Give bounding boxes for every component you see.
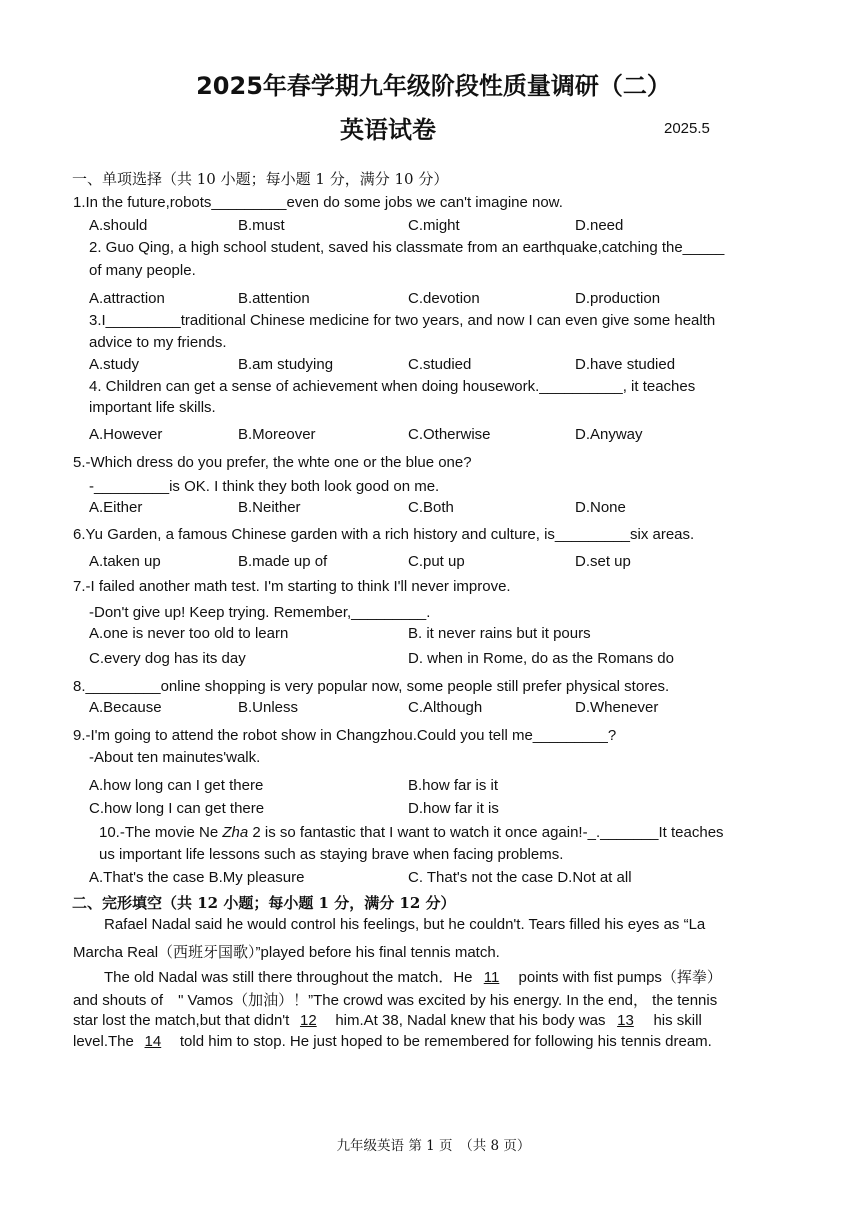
option-b: B.made up of bbox=[238, 553, 328, 570]
option-c: C.Otherwise bbox=[408, 426, 491, 443]
option-d: D.Anyway bbox=[575, 426, 643, 443]
question-text: 10.-The movie Ne bbox=[99, 824, 223, 841]
paragraph-line: and shouts of " Vamos（加油）！”The crowd was excited by his energy. In the end， the tennis bbox=[73, 992, 718, 1009]
question-line: important life skills. bbox=[89, 399, 216, 416]
question-line: -_________is OK. I think they both look good on me. bbox=[89, 478, 440, 495]
option-c: C.devotion bbox=[408, 290, 480, 307]
paragraph-line bbox=[73, 1033, 712, 1050]
paragraph-text: him.At 38, Nadal knew that his body was bbox=[335, 1012, 606, 1029]
paragraph-text: told him to stop. He just hoped to be remembered for following his tennis dream. bbox=[179, 1033, 712, 1050]
option-a: A.Either bbox=[89, 499, 143, 516]
paragraph-text: star lost the match,but that didn't bbox=[73, 1012, 290, 1029]
option-b: B. it never rains but it pours bbox=[408, 625, 591, 642]
question-line: 5.-Which dress do you prefer, the whte one or the blue one? bbox=[73, 454, 472, 471]
option-b: B.am studying bbox=[238, 356, 334, 373]
section1-heading: 一、单项选择（共 10 小题；每小题 1 分，满分 10 分） bbox=[72, 170, 449, 188]
option-c: C.Although bbox=[408, 699, 483, 716]
question-line: 2. Guo Qing, a high school student, saved his classmate from an earthquake,catching the_____ bbox=[89, 239, 725, 256]
option-d: D.None bbox=[575, 499, 626, 516]
option-c: C.studied bbox=[408, 356, 472, 373]
option-a: A.study bbox=[89, 356, 140, 373]
option-b: B.Moreover bbox=[238, 426, 316, 443]
option-d: D. when in Rome, do as the Romans do bbox=[408, 650, 674, 667]
paragraph-text: points with fist pumps（挥拳） bbox=[518, 969, 722, 986]
option-b: B.Unless bbox=[238, 699, 299, 716]
paragraph-line: Marcha Real（西班牙国歌）”played before his final tennis match. bbox=[73, 944, 500, 961]
page-footer: 九年级英语 第 1 页 （共 8 页） bbox=[336, 1138, 531, 1154]
option-b: B.must bbox=[238, 217, 285, 234]
movie-title-italic: Zha bbox=[222, 824, 249, 841]
paragraph-line bbox=[104, 966, 722, 987]
option-ab: A.That's the case B.My pleasure bbox=[89, 869, 305, 886]
option-cd: C. That's not the case D.Not at all bbox=[408, 869, 632, 886]
option-a: A.should bbox=[89, 217, 148, 234]
option-b: B.Neither bbox=[238, 499, 301, 516]
question-line: of many people. bbox=[89, 262, 196, 279]
paragraph-text: level.The bbox=[73, 1033, 134, 1050]
option-d: D.production bbox=[575, 290, 661, 307]
option-c: C.might bbox=[408, 217, 460, 234]
option-c: C.Both bbox=[408, 499, 454, 516]
option-d: D.Whenever bbox=[575, 699, 659, 716]
section2-heading: 二、完形填空（共 12 小题；每小题 1 分，满分 12 分） bbox=[72, 894, 456, 912]
paragraph-line: Rafael Nadal said he would control his feelings, but he couldn't. Tears filled his eyes as “La bbox=[104, 916, 706, 933]
option-a: A.However bbox=[89, 426, 163, 443]
question-line: advice to my friends. bbox=[89, 334, 227, 351]
blank-14: 14 bbox=[144, 1033, 162, 1050]
option-b: B.how far is it bbox=[408, 777, 499, 794]
paragraph-text: The old Nadal was still there throughout the match．He bbox=[104, 969, 473, 986]
option-b: B.attention bbox=[238, 290, 310, 307]
question-line bbox=[99, 824, 724, 841]
option-c: C.put up bbox=[408, 553, 465, 570]
blank-12: 12 bbox=[299, 1012, 317, 1029]
option-d: D.need bbox=[575, 217, 624, 234]
question-line: 3.I_________traditional Chinese medicine for two years, and now I can even give some health bbox=[89, 312, 716, 329]
question-line: us important life lessons such as staying brave when facing problems. bbox=[99, 846, 564, 863]
paragraph-line bbox=[73, 1012, 702, 1029]
option-a: A.Because bbox=[89, 699, 162, 716]
option-c: C.every dog has its day bbox=[89, 650, 246, 667]
exam-subtitle: 英语试卷 bbox=[340, 116, 436, 144]
question-line: 4. Children can get a sense of achievement when doing housework.__________, it teaches bbox=[89, 378, 696, 395]
blank-11: 11 bbox=[483, 969, 500, 986]
question-text: 2 is so fantastic that I want to watch it once again!-_._______It teaches bbox=[248, 824, 724, 841]
option-a: A.taken up bbox=[89, 553, 161, 570]
option-d: D.how far it is bbox=[408, 800, 499, 817]
question-line: 1.In the future,robots_________even do some jobs we can't imagine now. bbox=[73, 194, 563, 211]
option-a: A.attraction bbox=[89, 290, 165, 307]
blank-13: 13 bbox=[617, 1012, 634, 1029]
question-line: 9.-I'm going to attend the robot show in Changzhou.Could you tell me_________? bbox=[73, 727, 617, 744]
question-line: 7.-I failed another math test. I'm starting to think I'll never improve. bbox=[73, 578, 511, 595]
question-line: 8._________online shopping is very popular now, some people still prefer physical stores. bbox=[73, 678, 670, 695]
option-d: D.set up bbox=[575, 553, 631, 570]
question-line: -About ten mainutes'walk. bbox=[89, 749, 261, 766]
paragraph-text: his skill bbox=[653, 1012, 702, 1029]
exam-title: 2025年春学期九年级阶段性质量调研（二） bbox=[196, 72, 671, 100]
option-c: C.how long I can get there bbox=[89, 800, 265, 817]
question-line: -Don't give up! Keep trying. Remember,_________. bbox=[89, 604, 431, 621]
exam-date: 2025.5 bbox=[664, 120, 710, 137]
option-a: A.how long can I get there bbox=[89, 777, 264, 794]
option-a: A.one is never too old to learn bbox=[89, 625, 289, 642]
option-d: D.have studied bbox=[575, 356, 676, 373]
question-line: 6.Yu Garden, a famous Chinese garden with a rich history and culture, is_________six areas. bbox=[73, 526, 695, 543]
